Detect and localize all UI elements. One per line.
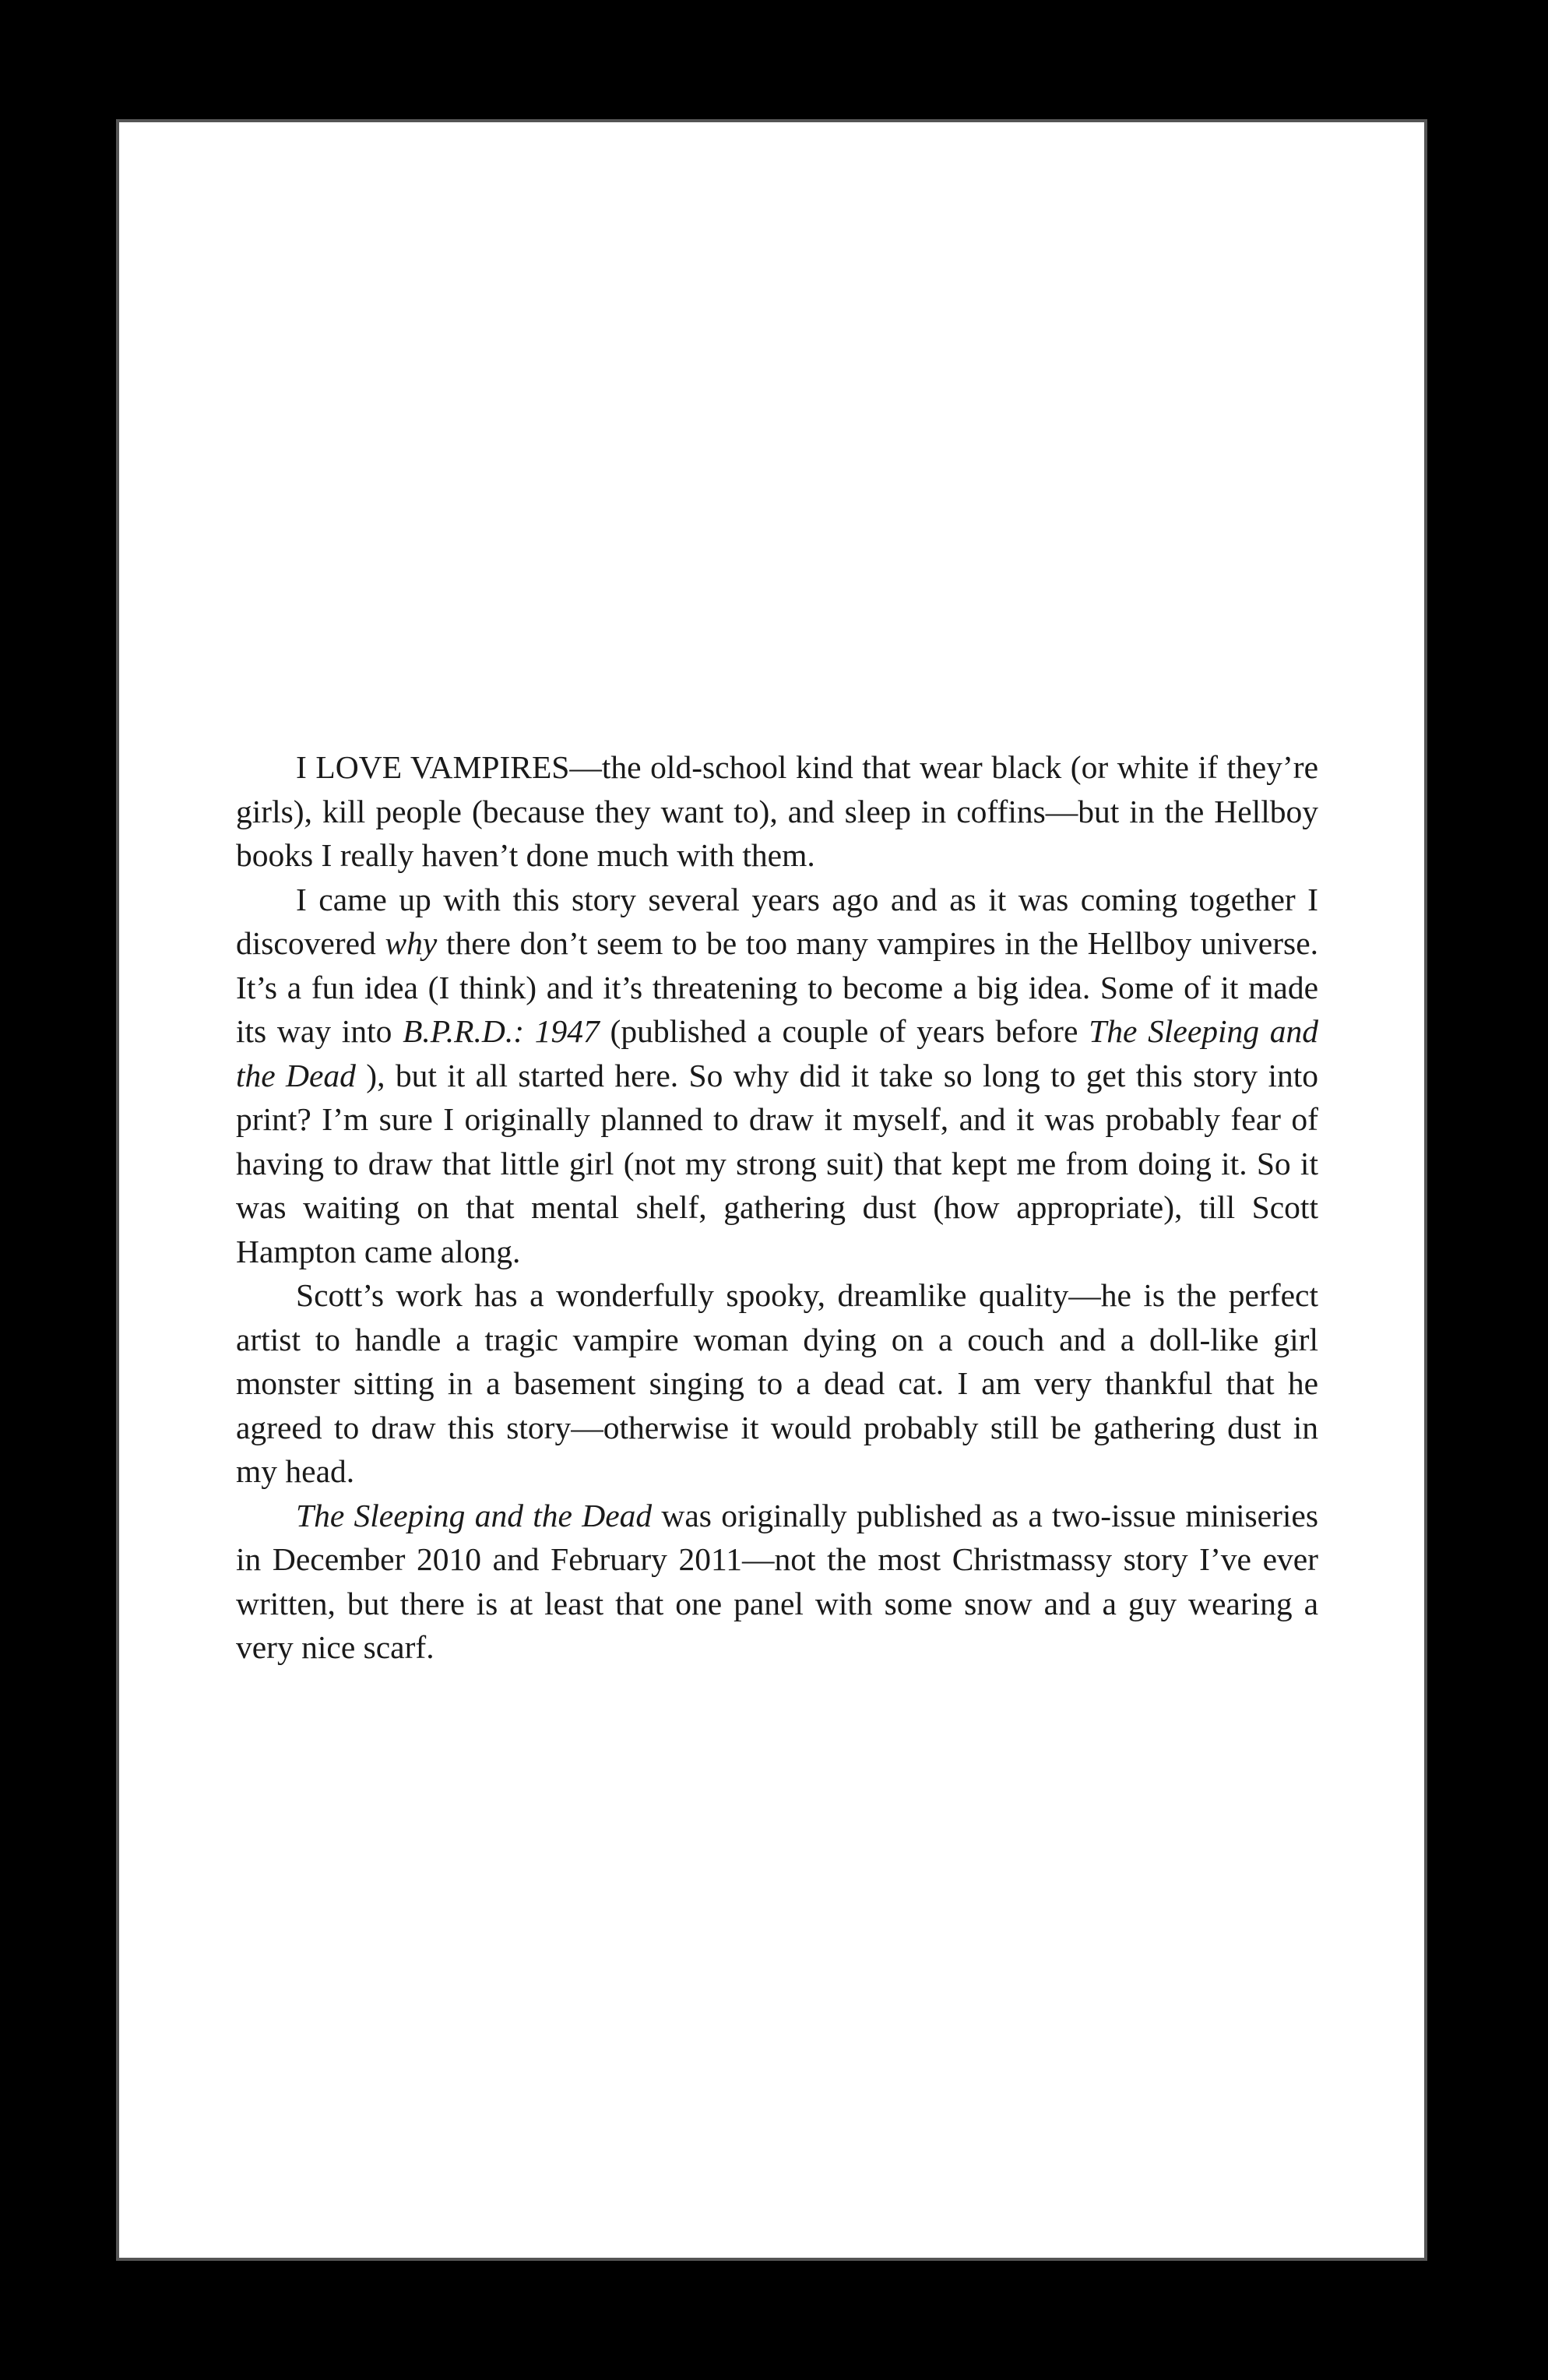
emphasis-text: why bbox=[385, 925, 438, 961]
paragraph-text: ), but it all started here. So why did it take so long to get this story into print? I’m sure I originally planned to draw it myself, and it was probably fear of having to draw that little girl (not my strong suit) that kept me from doing it. So it was waiting on that mental shelf, gathering dust (how appropriate), till Scott Hampton came along. bbox=[236, 1057, 1318, 1269]
introduction-text bbox=[236, 745, 1318, 1670]
paragraph bbox=[236, 1273, 1318, 1494]
paragraph-text: was originally published as a two-issue miniseries in December 2010 and February 2011—not the most Christmassy story I’ve ever written, but there is at least that one panel with some snow and a guy wearing a very nice scarf. bbox=[236, 1497, 1318, 1665]
paragraph-text: (published a couple of years before bbox=[599, 1013, 1089, 1049]
paragraph-text: Scott’s work has a wonderfully spooky, dreamlike quality—he is the perfect artist to handle a tragic vampire woman dying on a couch and a doll-like girl monster sitting in a basement singing to a dead cat. I am very thankful that he agreed to draw this story—otherwise it would probably still be gathering dust in my head. bbox=[236, 1277, 1318, 1489]
book-title-text: The Sleeping and the Dead bbox=[236, 1013, 1318, 1093]
paragraph bbox=[236, 1494, 1318, 1670]
book-title-text: B.P.R.D.: 1947 bbox=[403, 1013, 600, 1049]
book-page bbox=[116, 119, 1427, 2261]
paragraph-text: I came up with this story several years ago and as it was coming together I discovered bbox=[236, 881, 1318, 961]
paragraph-text: there don’t seem to be too many vampires in the Hellboy universe. It’s a fun idea (I think) and it’s threatening to become a big idea. Some of it made its way into bbox=[236, 925, 1318, 1049]
book-title-text: The Sleeping and the Dead bbox=[296, 1497, 653, 1533]
paragraph bbox=[236, 878, 1318, 1274]
paragraph bbox=[236, 745, 1318, 878]
paragraph-text: I LOVE VAMPIRES—the old-school kind that wear black (or white if they’re girls), kill people (because they want to), and sleep in coffins—but in the Hellboy books I really haven’t done much with them. bbox=[236, 749, 1318, 873]
